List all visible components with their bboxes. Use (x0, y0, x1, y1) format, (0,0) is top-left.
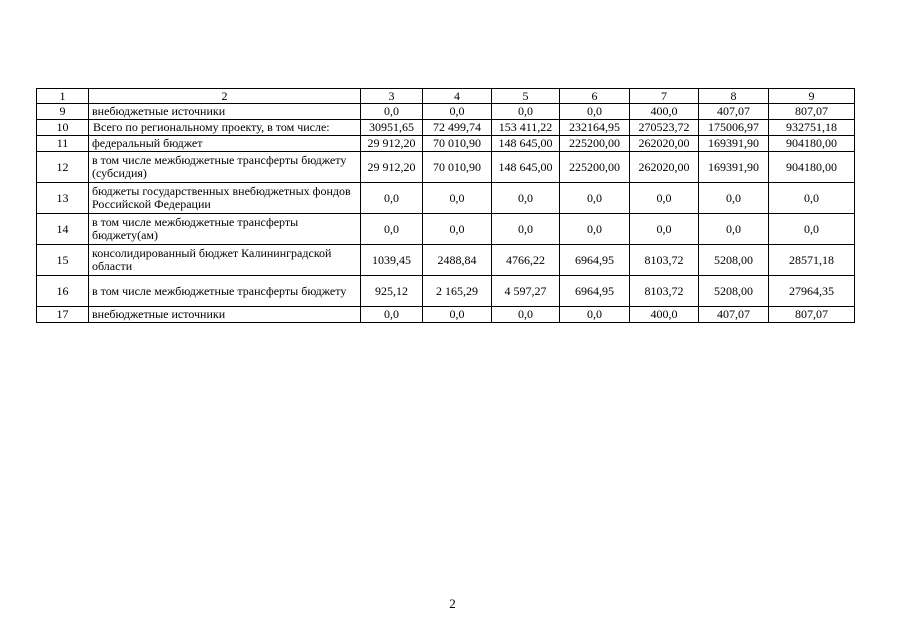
value-cell: 262020,00 (630, 136, 699, 152)
value-cell: 29 912,20 (361, 136, 423, 152)
value-cell: 70 010,90 (423, 152, 492, 183)
row-number: 13 (37, 183, 89, 214)
table-row (37, 152, 855, 183)
row-number: 9 (37, 104, 89, 120)
value-cell: 807,07 (769, 104, 855, 120)
header-cell: 4 (423, 89, 492, 104)
row-number: 16 (37, 276, 89, 307)
value-cell: 0,0 (630, 214, 699, 245)
header-cell: 2 (89, 89, 361, 104)
value-cell: 169391,90 (699, 152, 769, 183)
table-row (37, 307, 855, 323)
value-cell: 70 010,90 (423, 136, 492, 152)
value-cell: 0,0 (492, 307, 560, 323)
value-cell: 225200,00 (560, 136, 630, 152)
value-cell: 0,0 (361, 307, 423, 323)
value-cell: 2488,84 (423, 245, 492, 276)
table-header-row (37, 89, 855, 104)
value-cell: 904180,00 (769, 152, 855, 183)
value-cell: 0,0 (560, 183, 630, 214)
value-cell: 262020,00 (630, 152, 699, 183)
value-cell: 148 645,00 (492, 152, 560, 183)
value-cell: 0,0 (769, 214, 855, 245)
row-name: в том числе межбюджетные трансферты бюджету (субсидия) (89, 152, 361, 183)
value-cell: 0,0 (361, 104, 423, 120)
value-cell: 925,12 (361, 276, 423, 307)
row-name: федеральный бюджет (89, 136, 361, 152)
value-cell: 72 499,74 (423, 120, 492, 136)
table-row (37, 136, 855, 152)
value-cell: 0,0 (423, 183, 492, 214)
row-number: 15 (37, 245, 89, 276)
value-cell: 175006,97 (699, 120, 769, 136)
header-cell: 5 (492, 89, 560, 104)
value-cell: 0,0 (630, 183, 699, 214)
value-cell: 5208,00 (699, 245, 769, 276)
value-cell: 4766,22 (492, 245, 560, 276)
value-cell: 0,0 (699, 214, 769, 245)
value-cell: 0,0 (560, 104, 630, 120)
value-cell: 5208,00 (699, 276, 769, 307)
value-cell: 6964,95 (560, 276, 630, 307)
value-cell: 30951,65 (361, 120, 423, 136)
value-cell: 4 597,27 (492, 276, 560, 307)
row-name: в том числе межбюджетные трансферты бюджету (89, 276, 361, 307)
value-cell: 932751,18 (769, 120, 855, 136)
value-cell: 407,07 (699, 307, 769, 323)
value-cell: 1039,45 (361, 245, 423, 276)
value-cell: 225200,00 (560, 152, 630, 183)
value-cell: 6964,95 (560, 245, 630, 276)
header-cell: 1 (37, 89, 89, 104)
row-name: Всего по региональному проекту, в том числе: (89, 120, 361, 136)
table-row (37, 214, 855, 245)
header-cell: 8 (699, 89, 769, 104)
value-cell: 0,0 (492, 104, 560, 120)
value-cell: 0,0 (769, 183, 855, 214)
table-row (37, 245, 855, 276)
value-cell: 0,0 (361, 183, 423, 214)
value-cell: 0,0 (423, 214, 492, 245)
row-name: консолидированный бюджет Калининградской области (89, 245, 361, 276)
value-cell: 8103,72 (630, 276, 699, 307)
header-cell: 7 (630, 89, 699, 104)
row-number: 17 (37, 307, 89, 323)
row-number: 14 (37, 214, 89, 245)
value-cell: 0,0 (492, 183, 560, 214)
row-name: бюджеты государственных внебюджетных фондов Российской Федерации (89, 183, 361, 214)
value-cell: 29 912,20 (361, 152, 423, 183)
row-name: в том числе межбюджетные трансферты бюджету(ам) (89, 214, 361, 245)
value-cell: 0,0 (699, 183, 769, 214)
value-cell: 904180,00 (769, 136, 855, 152)
value-cell: 0,0 (560, 307, 630, 323)
value-cell: 807,07 (769, 307, 855, 323)
row-number: 10 (37, 120, 89, 136)
row-name: внебюджетные источники (89, 104, 361, 120)
header-cell: 3 (361, 89, 423, 104)
value-cell: 270523,72 (630, 120, 699, 136)
table-row (37, 276, 855, 307)
value-cell: 0,0 (560, 214, 630, 245)
value-cell: 0,0 (423, 104, 492, 120)
header-cell: 9 (769, 89, 855, 104)
row-name: внебюджетные источники (89, 307, 361, 323)
value-cell: 27964,35 (769, 276, 855, 307)
value-cell: 148 645,00 (492, 136, 560, 152)
value-cell: 2 165,29 (423, 276, 492, 307)
value-cell: 169391,90 (699, 136, 769, 152)
value-cell: 0,0 (423, 307, 492, 323)
value-cell: 407,07 (699, 104, 769, 120)
value-cell: 0,0 (492, 214, 560, 245)
header-cell: 6 (560, 89, 630, 104)
value-cell: 400,0 (630, 307, 699, 323)
budget-table (36, 88, 855, 323)
row-number: 11 (37, 136, 89, 152)
table-row (37, 104, 855, 120)
row-number: 12 (37, 152, 89, 183)
value-cell: 400,0 (630, 104, 699, 120)
page-number: 2 (449, 596, 456, 611)
value-cell: 153 411,22 (492, 120, 560, 136)
table-row (37, 120, 855, 136)
value-cell: 0,0 (361, 214, 423, 245)
value-cell: 28571,18 (769, 245, 855, 276)
table-row (37, 183, 855, 214)
value-cell: 8103,72 (630, 245, 699, 276)
value-cell: 232164,95 (560, 120, 630, 136)
